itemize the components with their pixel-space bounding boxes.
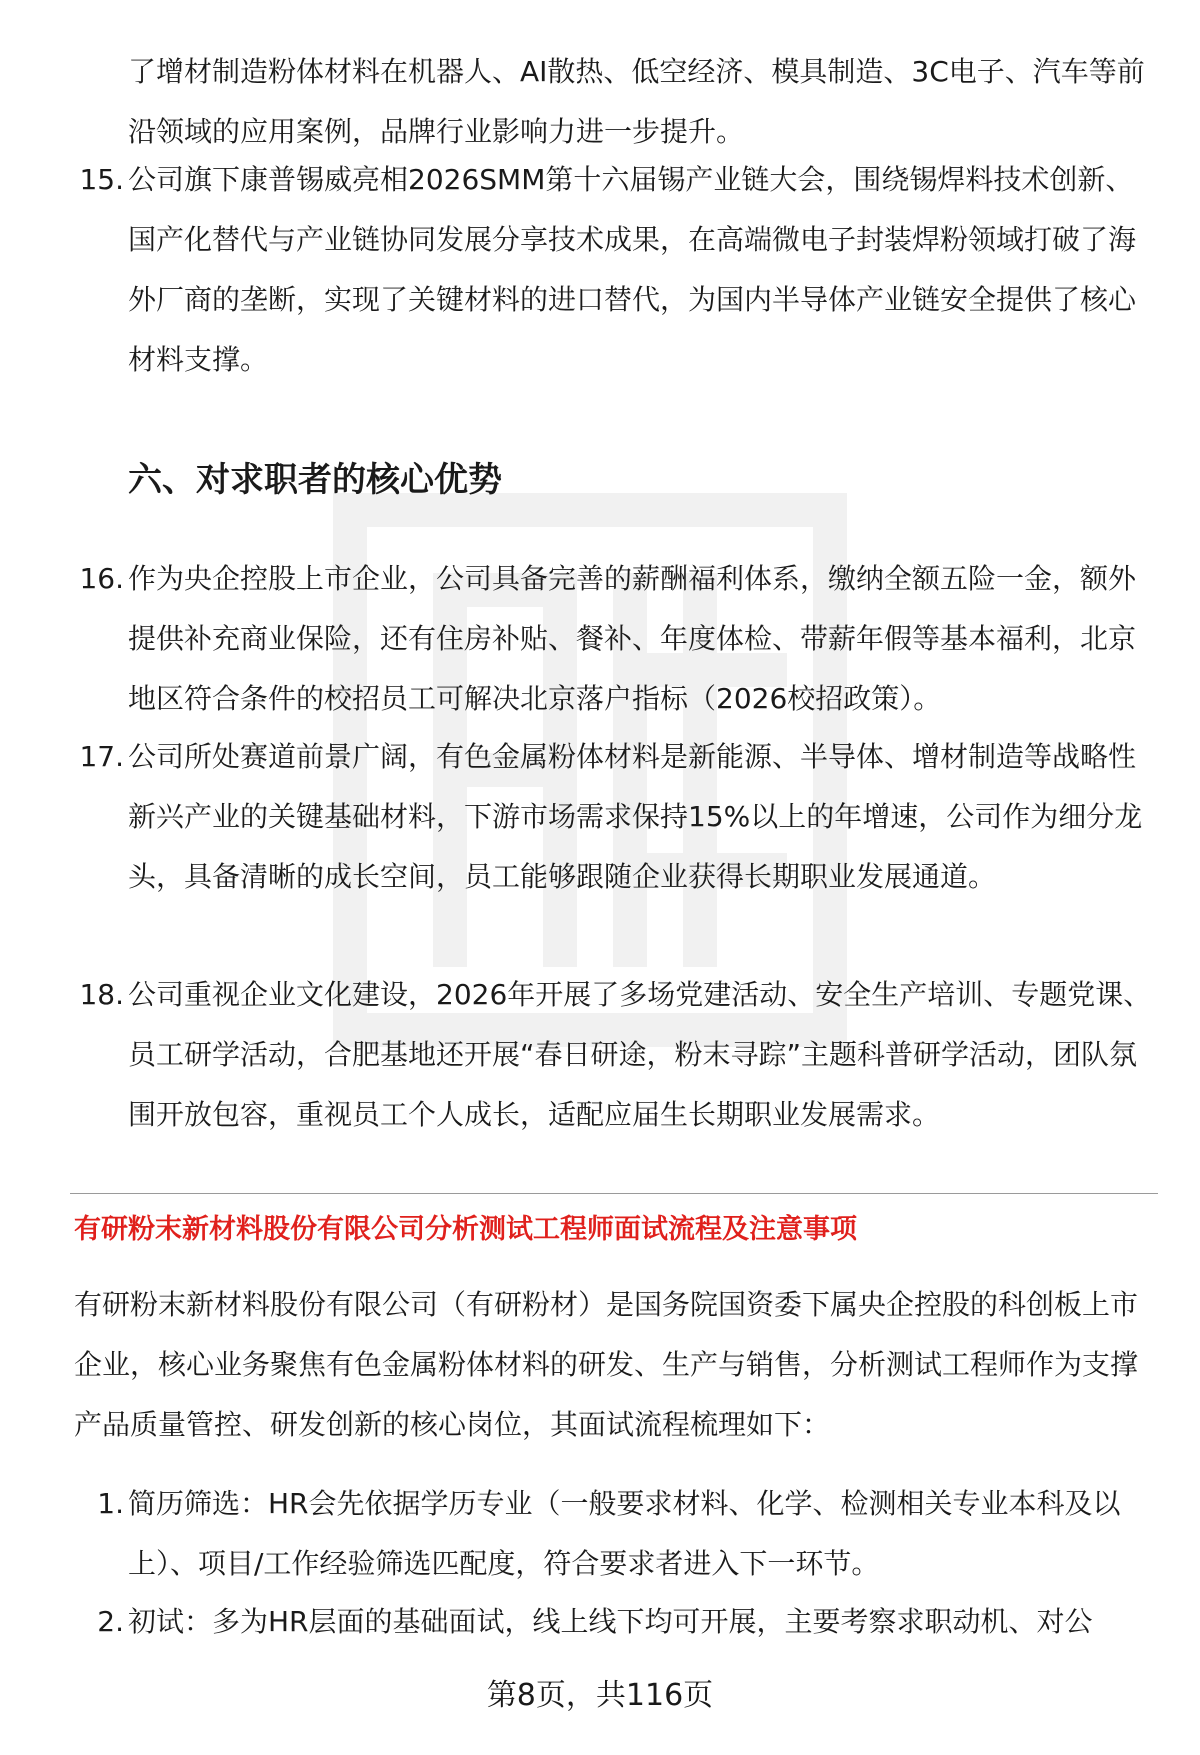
list-item-number: 2. [97,1605,124,1638]
list-item-text: 作为央企控股上市企业，公司具备完善的薪酬福利体系，缴纳全额五险一金，额外提供补充商业保险，还有住房补贴、餐补、年度体检、带薪年假等基本福利，北京地区符合条件的校招员工可解决北京落户指标（2026校招政策）。 [128,562,1137,715]
continued-paragraph: 了增材制造粉体材料在机器人、AI散热、低空经济、模具制造、3C电子、汽车等前沿领域的应用案例，品牌行业影响力进一步提升。 [128,55,1145,148]
article-intro: 有研粉末新材料股份有限公司（有研粉材）是国务院国资委下属央企控股的科创板上市企业，核心业务聚焦有色金属粉体材料的研发、生产与销售，分析测试工程师作为支撑产品质量管控、研发创新的核心岗位，其面试流程梳理如下： [74,1288,1139,1441]
section-heading: 六、对求职者的核心优势 [128,460,502,500]
page-footer: 第8页，共116页 [486,1678,714,1713]
list-item-number: 18. [79,978,124,1011]
list-item-number: 1. [97,1487,124,1520]
list-item-text: 初试：多为HR层面的基础面试，线上线下均可开展，主要考察求职动机、对公 [128,1605,1093,1638]
list-item-number: 16. [79,562,124,595]
divider [70,1193,1158,1194]
list-item-text: 公司重视企业文化建设，2026年开展了多场党建活动、安全生产培训、专题党课、员工研学活动，合肥基地还开展“春日研途，粉末寻踪”主题科普研学活动，团队氛围开放包容，重视员工个人成长，适配应届生长期职业发展需求。 [128,978,1152,1131]
article-title: 有研粉末新材料股份有限公司分析测试工程师面试流程及注意事项 [74,1214,857,1245]
list-item-text: 公司所处赛道前景广阔，有色金属粉体材料是新能源、半导体、增材制造等战略性新兴产业的关键基础材料，下游市场需求保持15%以上的年增速，公司作为细分龙头，具备清晰的成长空间，员工能够跟随企业获得长期职业发展通道。 [128,740,1143,893]
list-item-text: 简历筛选：HR会先依据学历专业（一般要求材料、化学、检测相关专业本科及以上）、项目/工作经验筛选匹配度，符合要求者进入下一环节。 [128,1487,1121,1580]
list-item-number: 17. [79,740,124,773]
list-item-text: 公司旗下康普锡威亮相2026SMM第十六届锡产业链大会，围绕锡焊料技术创新、国产化替代与产业链协同发展分享技术成果，在高端微电子封装焊粉领域打破了海外厂商的垄断，实现了关键材料的进口替代，为国内半导体产业链安全提供了核心材料支撑。 [128,163,1137,376]
list-item-number: 15. [79,163,124,196]
